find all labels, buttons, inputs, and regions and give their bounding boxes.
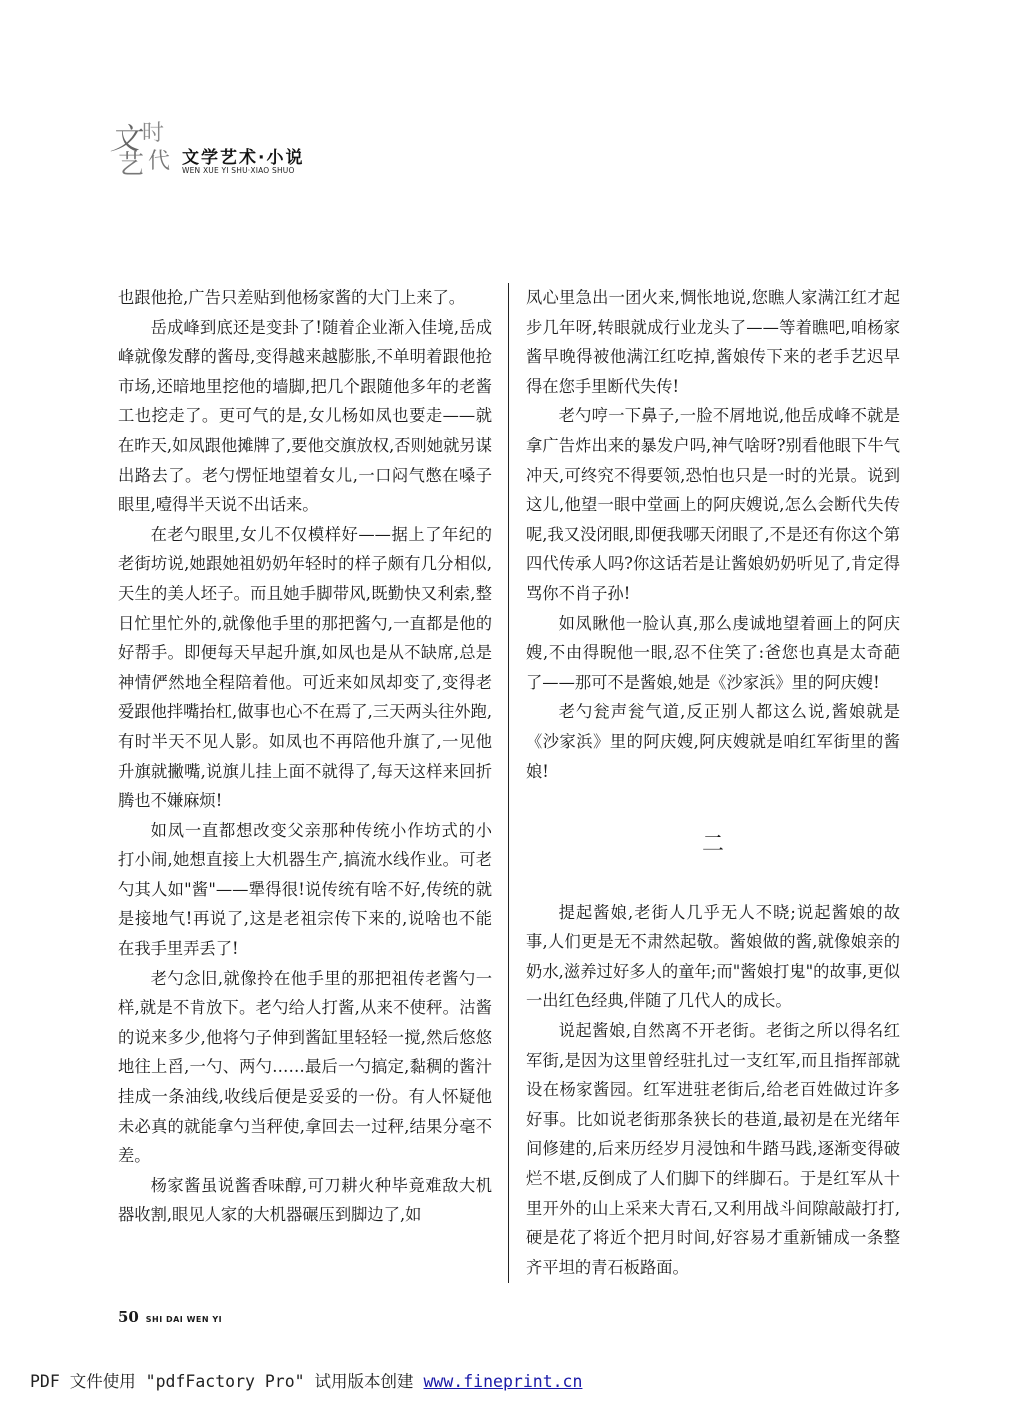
column-divider	[508, 283, 509, 1283]
fineprint-link[interactable]: www.fineprint.cn	[423, 1372, 583, 1391]
section-subtitle: WEN XUE YI SHU·XIAO SHUO	[182, 166, 295, 175]
paragraph: 老勺念旧,就像拎在他手里的那把祖传老酱勺一样,就是不肯放下。老勺给人打酱,从来不使秤。沽酱的说来多少,他将勺子伸到酱缸里轻轻一搅,然后悠悠地往上舀,一勺、两勺……最后一勺搞定,黏稠的酱汁挂成一条油线,收线后便是妥妥的一份。有人怀疑他未必真的就能拿勺当秤使,拿回去一过秤,结果分毫不差。	[118, 968, 492, 1166]
paragraph: 也跟他抢,广告只差贴到他杨家酱的大门上来了。	[118, 288, 466, 307]
logo-char: 艺	[118, 150, 145, 180]
page-footer	[118, 1308, 222, 1326]
paragraph: 岳成峰到底还是变卦了!随着企业渐入佳境,岳成峰就像发酵的酱母,变得越来越膨胀,不单明着跟他抢市场,还暗地里挖他的墙脚,把几个跟随他多年的老酱工也挖走了。更可气的是,女儿杨如凤也要走——就在昨天,如凤跟他摊牌了,要他交旗放权,否则她就另谋出路去了。老勺愣怔地望着女儿,一口闷气憋在嗓子眼里,噎得半天说不出话来。	[118, 317, 492, 515]
paragraph: 凤心里急出一团火来,惆怅地说,您瞧人家满江红才起步几年呀,转眼就成行业龙头了——等着瞧吧,咱杨家酱早晚得被他满江红吃掉,酱娘传下来的老手艺迟早得在您手里断代失传!	[526, 288, 900, 396]
page-number: 50	[118, 1308, 139, 1326]
logo-char: 文	[110, 122, 140, 157]
paragraph: 如凤一直都想改变父亲那种传统小作坊式的小打小闹,她想直接上大机器生产,搞流水线作业。可老勺其人如"酱"——犟得很!说传统有啥不好,传统的就是接地气!再说了,这是老祖宗传下来的,说啥也不能在我手里弄丢了!	[118, 820, 492, 959]
logo-char: 时	[142, 121, 165, 146]
paragraph: 老勺瓮声瓮气道,反正别人都这么说,酱娘就是《沙家浜》里的阿庆嫂,阿庆嫂就是咱红军街里的酱娘!	[526, 702, 900, 781]
paragraph: 杨家酱虽说酱香味醇,可刀耕火种毕竟难敌大机器收割,眼见人家的大机器碾压到脚边了,如	[118, 1175, 492, 1225]
logo-char: 代	[148, 149, 171, 174]
paragraph: 在老勺眼里,女儿不仅模样好——据上了年纪的老街坊说,她跟她祖奶奶年轻时的样子颇有几分相似,天生的美人坯子。而且她手脚带风,既勤快又利索,整日忙里忙外的,就像他手里的那把酱勺,一直都是他的好帮手。即便每天早起升旗,如凤也是从不缺席,总是神情俨然地全程陪着他。可近来如凤却变了,变得老爱跟他拌嘴抬杠,做事也心不在焉了,三天两头往外跑,有时半天不见人影。如凤也不再陪他升旗了,一见他升旗就撇嘴,说旗儿挂上面不就得了,每天这样来回折腾也不嫌麻烦!	[118, 524, 492, 811]
section-title: 文学艺术·小说	[182, 148, 305, 168]
paragraph: 说起酱娘,自然离不开老街。老街之所以得名红军街,是因为这里曾经驻扎过一支红军,而且指挥部就设在杨家酱园。红军进驻老街后,给老百姓做过许多好事。比如说老街那条狭长的巷道,最初是在光绪年间修建的,后来历经岁月浸蚀和牛踏马践,逐渐变得破烂不堪,反倒成了人们脚下的绊脚石。于是红军从十里开外的山上采来大青石,又利用战斗间隙敲敲打打,硬是花了将近个把月时间,好容易才重新铺成一条整齐平坦的青石板路面。	[526, 1021, 900, 1277]
section-heading: 二	[701, 832, 724, 858]
paragraph: 如凤瞅他一脸认真,那么虔诚地望着画上的阿庆嫂,不由得睨他一眼,忍不住笑了:爸您也真是太奇葩了——那可不是酱娘,她是《沙家浜》里的阿庆嫂!	[526, 613, 900, 692]
pdf-notice	[30, 1368, 582, 1392]
pdf-notice-text: PDF 文件使用 "pdfFactory Pro" 试用版本创建	[30, 1372, 424, 1391]
magazine-logo	[108, 118, 180, 178]
left-column	[118, 283, 492, 1230]
magazine-name: SHI DAI WEN YI	[145, 1315, 223, 1324]
paragraph: 提起酱娘,老街人几乎无人不晓;说起酱娘的故事,人们更是无不肃然起敬。酱娘做的酱,就像娘亲的奶水,滋养过好多人的童年;而"酱娘打鬼"的故事,更似一出红色经典,伴随了几代人的成长。	[526, 902, 900, 1011]
right-column	[526, 283, 900, 1282]
paragraph: 老勺哼一下鼻子,一脸不屑地说,他岳成峰不就是拿广告炸出来的暴发户吗,神气啥呀?别看他眼下牛气冲天,可终究不得要领,恐怕也只是一时的光景。说到这儿,他望一眼中堂画上的阿庆嫂说,怎么会断代失传呢,我又没闭眼,即便我哪天闭眼了,不是还有你这个第四代传承人吗?你这话若是让酱娘奶奶听见了,肯定得骂你不肖子孙!	[526, 406, 900, 603]
